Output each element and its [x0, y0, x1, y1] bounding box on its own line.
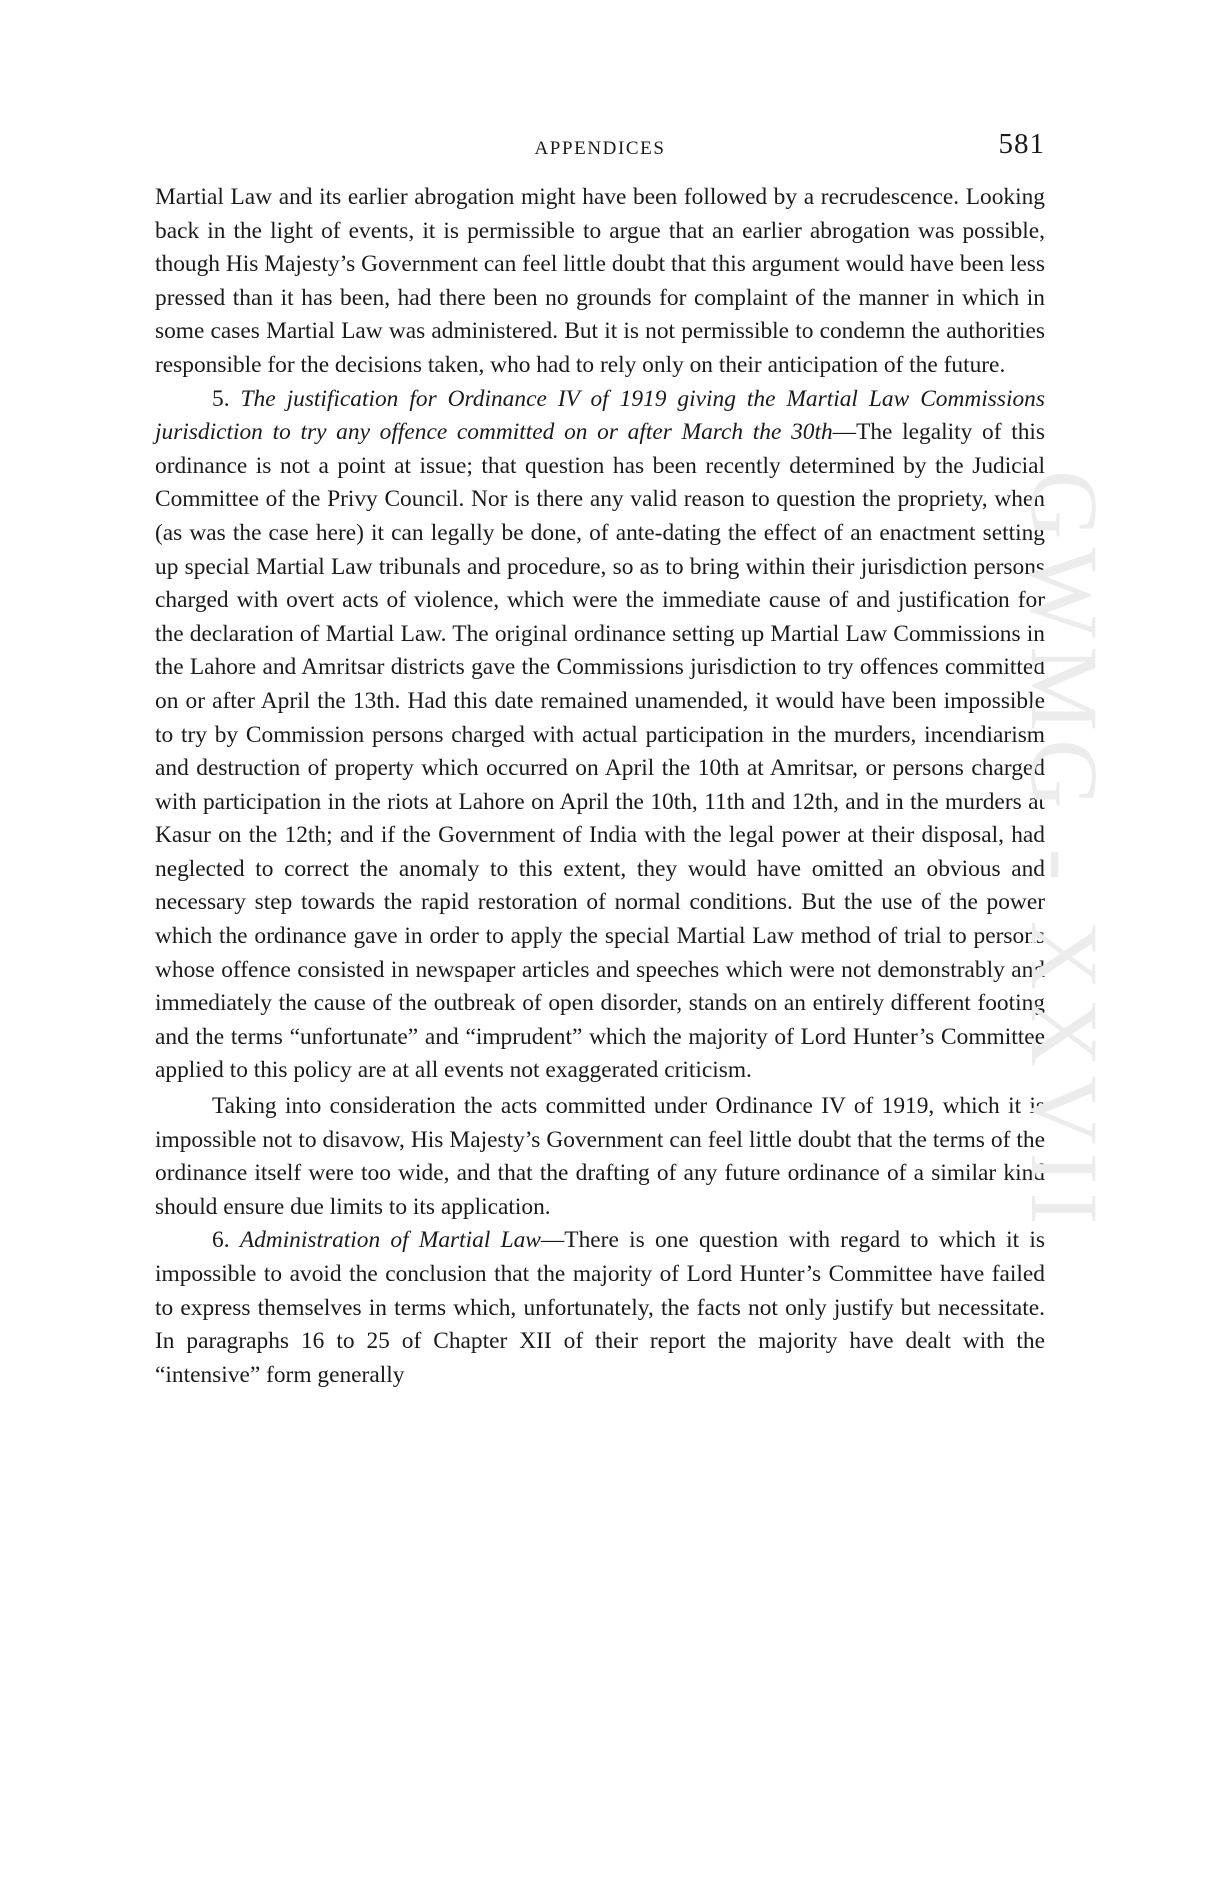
watermark	[1011, 470, 1160, 1430]
paragraph-ordinance-iv	[155, 383, 1045, 1088]
paragraph-taking-into-consideration: Taking into consideration the acts committed under Ordinance IV of 1919, which it is impossible not to disavow, His Majesty’s Government can feel little doubt that the terms of the ordinance itself were too wide, and that the drafting of any future ordinance of a similar kind should ensure due limits to its application.	[155, 1093, 1045, 1220]
section-text-ordinance-iv: —The legality of this ordinance is not a point at issue; that question has been recently determined by the Judicial Committee of the Privy Council. Nor is there any valid reason to question the propriety, when (as was the case here) it can legally be done, of ante-dating the effect of an enactment setting up special Martial Law tribunals and procedure, so as to bring within their jurisdiction persons charged with overt acts of violence, which were the immediate cause of and justification for the declaration of Martial Law. The original ordinance setting up Martial Law Commissions in the Lahore and Amritsar districts gave the Commissions jurisdiction to try offences committed on or after April the 13th. Had this date remained unamended, it would have been impossible to try by Commission persons charged with actual participation in the murders, incendiarism and destruction of property which occurred on April the 10th at Amritsar, or persons charged with participation in the riots at Lahore on April the 10th, 11th and 12th, and in the murders at Kasur on the 12th; and if the Government of India with the legal power at their disposal, had neglected to correct the anomaly to this extent, they would have omitted an obvious and necessary step towards the rapid restoration of normal conditions. But the use of the power which the ordinance gave in order to apply the special Martial Law method of trial to persons whose offence consisted in newspaper articles and speeches which were not demonstrably and immediately the cause of the outbreak of open disorder, stands on an entirely different footing and the terms “unfortunate” and “imprudent” which the majority of Lord Hunter’s Committee applied to this policy are at all events not exaggerated criticism.	[155, 419, 1046, 1084]
paragraph-administration	[155, 1224, 1045, 1392]
running-head: APPENDICES	[534, 138, 666, 159]
page-number: 581	[998, 128, 1045, 160]
page-header	[155, 128, 1045, 168]
watermark-text: GWMG - XXVII	[1011, 470, 1118, 1233]
section-number-5: 5.	[212, 385, 230, 412]
section-heading-ordinance-iv: The justification for Ordinance IV of 1919 giving the Martial Law Commissions jurisdiction to try any offence committed on or after March the 30th	[155, 385, 1045, 446]
paragraph-continuation: Martial Law and its earlier abrogation might have been followed by a recrudescence. Looking back in the light of events, it is permissible to argue that an earlier abrogation was possible, though His Majesty’s Government can feel little doubt that this argument would have been less pressed than it has been, had there been no grounds for complaint of the manner in which in some cases Martial Law was administered. But it is not permissible to condemn the authorities responsible for the decisions taken, who had to rely only on their anticipation of the future.	[155, 184, 1045, 378]
section-text-administration: —There is one question with regard to which it is impossible to avoid the conclusion that the majority of Lord Hunter’s Committee have failed to express themselves in terms which, unfortunately, the facts not only justify but necessitate. In paragraphs 16 to 25 of Chapter XII of their report the majority have dealt with the “intensive” form generally	[155, 1227, 1046, 1388]
section-number-6: 6.	[212, 1227, 230, 1254]
section-heading-administration: Administration of Martial Law	[239, 1227, 541, 1254]
body-text	[155, 181, 1045, 1392]
